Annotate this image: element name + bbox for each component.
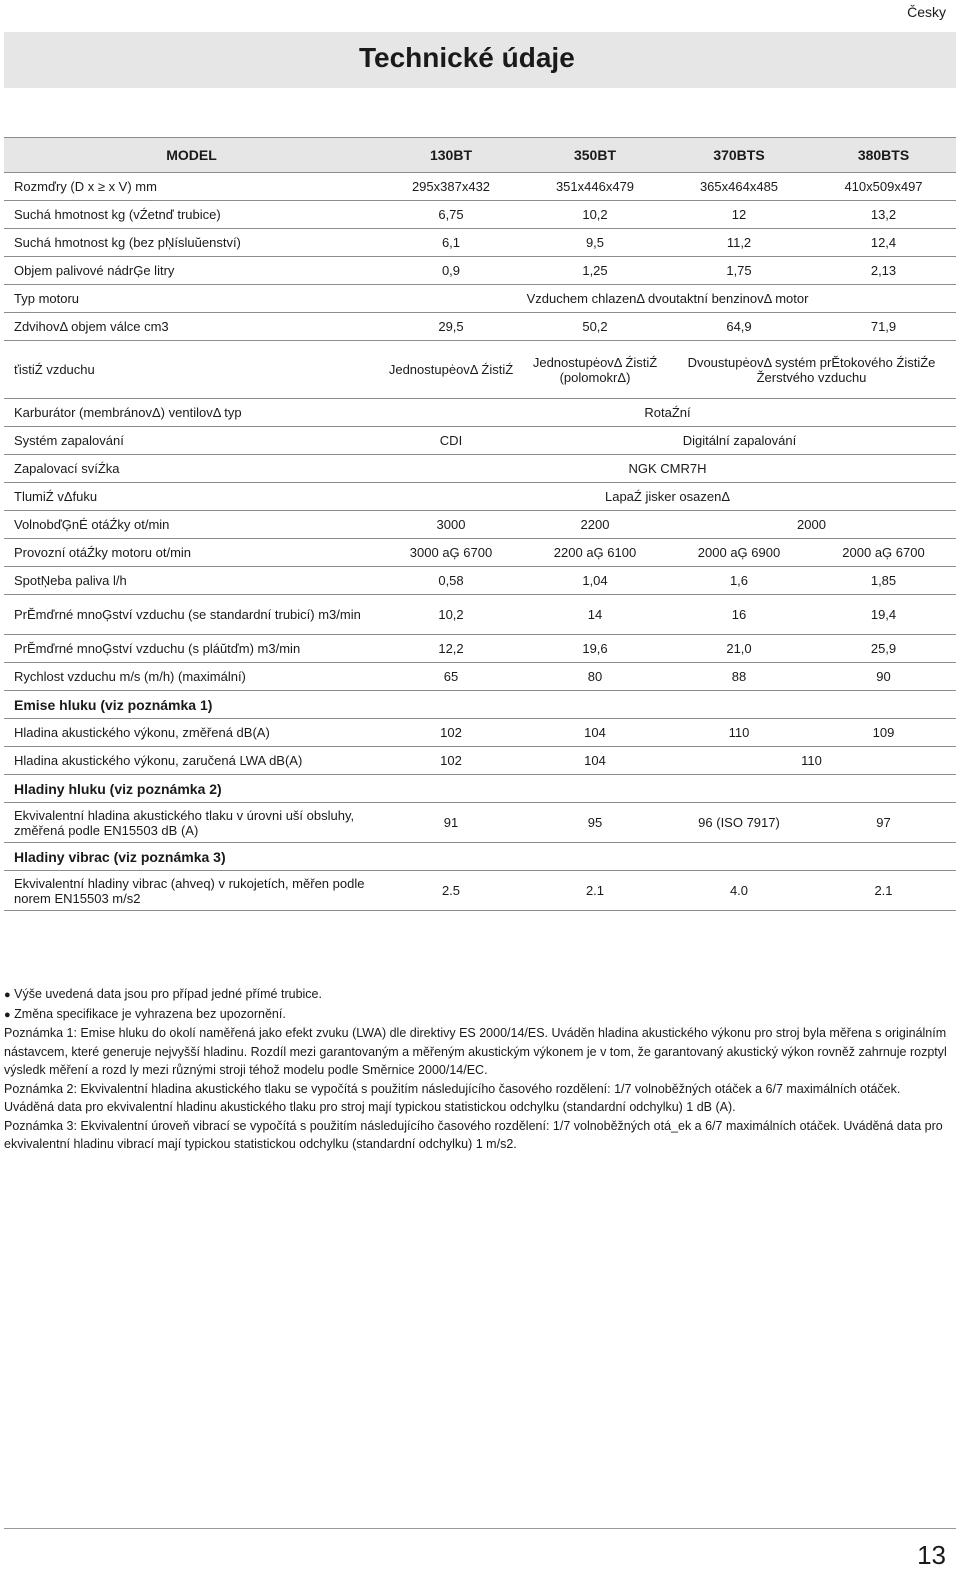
row-value: 64,9: [667, 313, 811, 341]
row-label: Ekvivalentní hladiny vibrac (ahveq) v rukojetích, měřen podle norem EN15503 m/s2: [4, 871, 379, 911]
row-empty: [379, 691, 956, 719]
row-value: JednostupėovΔ ŹistiŹ: [379, 341, 523, 399]
row-value: 25,9: [811, 635, 956, 663]
row-value: 13,2: [811, 201, 956, 229]
row-value: 1,75: [667, 257, 811, 285]
row-value: 1,6: [667, 567, 811, 595]
table-row: [4, 229, 956, 257]
note-bullet: [4, 985, 952, 1005]
row-value: 88: [667, 663, 811, 691]
row-empty: [379, 843, 956, 871]
table-row: [4, 595, 956, 635]
row-value: 12,2: [379, 635, 523, 663]
note-3: Poznámka 3: Ekvivalentní úroveň vibrací se vypočítá s použitím následujícího časového rozdělení: 1/7 volnoběžných otá_ek a 6/7 maximálních otáček. Uváděná data pro ekvivalentní hladinu vibrací mají typickou statistickou odchylku (standardní odchylku) 1 m/s2.: [4, 1118, 943, 1151]
row-value: 71,9: [811, 313, 956, 341]
row-label: Hladina akustického výkonu, změřená dB(A): [4, 719, 379, 747]
table-row: [4, 399, 956, 427]
row-value: 9,5: [523, 229, 667, 257]
row-value: 104: [523, 747, 667, 775]
table-row: [4, 257, 956, 285]
row-value: 3000: [379, 511, 523, 539]
row-value: 2.1: [811, 871, 956, 911]
row-value: 95: [523, 803, 667, 843]
row-value: 102: [379, 719, 523, 747]
row-value: 410x509x497: [811, 173, 956, 201]
table-row: [4, 483, 956, 511]
row-label: ťistiŹ vzduchu: [4, 341, 379, 399]
row-label: Suchá hmotnost kg (bez pŅísluŭenství): [4, 229, 379, 257]
page-title: Technické údaje: [359, 42, 575, 73]
row-value: 29,5: [379, 313, 523, 341]
row-value: 2.1: [523, 871, 667, 911]
header-model-130bt: 130BT: [379, 138, 523, 173]
row-value: 19,6: [523, 635, 667, 663]
notes: [4, 985, 952, 1154]
table-row: [4, 427, 956, 455]
bullet-icon: ●: [4, 1008, 11, 1021]
row-label: ZdvihovΔ objem válce cm3: [4, 313, 379, 341]
header-model-380bts: 380BTS: [811, 138, 956, 173]
row-value: CDI: [379, 427, 523, 455]
row-value-span: RotaŹní: [379, 399, 956, 427]
row-value: 295x387x432: [379, 173, 523, 201]
table-row: [4, 511, 956, 539]
table-row: [4, 747, 956, 775]
row-value: 12: [667, 201, 811, 229]
row-value: 0,9: [379, 257, 523, 285]
row-label: PrĔmďrné mnoĢství vzduchu (s pláŭtďm) m3/min: [4, 635, 379, 663]
row-value-span: Digitální zapalování: [523, 427, 956, 455]
row-value: 10,2: [523, 201, 667, 229]
table-row: [4, 663, 956, 691]
table-row: [4, 803, 956, 843]
note-1: Poznámka 1: Emise hluku do okolí naměřená jako efekt zvuku (LWA) dle direktivy ES 2000/14/ES. Uváděn hladina akustického výkonu pro stroj byla měřena s originálním nástavcem, které generuje nejvyšší hladinu. Rozdíl mezi garantovaným a měřeným akustickým výkonem je v tom, že garantovaný akustický výkon rovněž zahrnuje rozptyl výsledk měření a rozd ly mezi různými stroji téhož modelu podle Směrnice 2000/14/EC.: [4, 1026, 947, 1077]
table-row: [4, 455, 956, 483]
table-row: [4, 285, 956, 313]
row-label: Zapalovací svíŹka: [4, 455, 379, 483]
table-row: [4, 173, 956, 201]
row-value: 2200 aĢ 6100: [523, 539, 667, 567]
row-value: 4.0: [667, 871, 811, 911]
row-value: 50,2: [523, 313, 667, 341]
row-label: PrĔmďrné mnoĢství vzduchu (se standardní trubicí) m3/min: [4, 595, 379, 635]
row-value: 14: [523, 595, 667, 635]
bullet-icon: ●: [4, 989, 11, 1001]
row-value-span: LapaŹ jisker osazenΔ: [379, 483, 956, 511]
row-label: Systém zapalování: [4, 427, 379, 455]
row-value: 1,85: [811, 567, 956, 595]
table-row: [4, 341, 956, 399]
row-value-span: 2000: [667, 511, 956, 539]
row-value: 102: [379, 747, 523, 775]
row-label: Ekvivalentní hladina akustického tlaku v úrovni uší obsluhy, změřená podle EN15503 dB (A): [4, 803, 379, 843]
row-value-span: 110: [667, 747, 956, 775]
table-row: [4, 539, 956, 567]
page-number: 13: [917, 1540, 946, 1570]
row-value: 96 (ISO 7917): [667, 803, 811, 843]
row-value: 10,2: [379, 595, 523, 635]
row-value: 2,13: [811, 257, 956, 285]
header-model-350bt: 350BT: [523, 138, 667, 173]
row-label: Rychlost vzduchu m/s (m/h) (maximální): [4, 663, 379, 691]
row-value: 2200: [523, 511, 667, 539]
header-model-label: MODEL: [4, 138, 379, 173]
table-row: [4, 719, 956, 747]
table-row: [4, 313, 956, 341]
row-label: Emise hluku (viz poznámka 1): [4, 691, 379, 719]
spec-table: [4, 137, 956, 911]
title-bar: [4, 32, 956, 88]
row-label: Provozní otáŹky motoru ot/min: [4, 539, 379, 567]
row-value: 11,2: [667, 229, 811, 257]
row-label: Objem palivové nádrĢe litry: [4, 257, 379, 285]
row-value: JednostupėovΔ ŹistiŹ (polomokrΔ): [523, 341, 667, 399]
row-value: 6,1: [379, 229, 523, 257]
row-value: 2.5: [379, 871, 523, 911]
table-row: [4, 201, 956, 229]
row-value: 90: [811, 663, 956, 691]
table-header-row: [4, 138, 956, 173]
spec-table-body: [4, 138, 956, 911]
row-label: VolnobďĢnÉ otáŹky ot/min: [4, 511, 379, 539]
header-model-370bts: 370BTS: [667, 138, 811, 173]
table-row: [4, 871, 956, 911]
row-label: Rozmďry (D x ≥ x V) mm: [4, 173, 379, 201]
row-value: 91: [379, 803, 523, 843]
row-value: 1,04: [523, 567, 667, 595]
row-value-span: DvoustupėovΔ systém prĔtokového ŹistiŹe Žerstvého vzduchu: [667, 341, 956, 399]
row-value: 2000 aĢ 6900: [667, 539, 811, 567]
row-value: 19,4: [811, 595, 956, 635]
row-value: 1,25: [523, 257, 667, 285]
row-value: 97: [811, 803, 956, 843]
row-label: Typ motoru: [4, 285, 379, 313]
row-value: 109: [811, 719, 956, 747]
row-value: 16: [667, 595, 811, 635]
row-value: 2000 aĢ 6700: [811, 539, 956, 567]
section-row: [4, 775, 956, 803]
section-row: [4, 843, 956, 871]
row-value-span: Vzduchem chlazenΔ dvoutaktní benzinovΔ motor: [379, 285, 956, 313]
row-label: Suchá hmotnost kg (vŹetnď trubice): [4, 201, 379, 229]
row-label: Hladiny vibrac (viz poznámka 3): [4, 843, 379, 871]
row-value: 21,0: [667, 635, 811, 663]
row-label: Karburátor (membránovΔ) ventilovΔ typ: [4, 399, 379, 427]
section-row: [4, 691, 956, 719]
note-bullet-text: Výše uvedená data jsou pro případ jedné přímé trubice.: [14, 987, 322, 1001]
row-label: Hladina akustického výkonu, zaručená LWA dB(A): [4, 747, 379, 775]
row-label: Hladiny hluku (viz poznámka 2): [4, 775, 379, 803]
row-label: TlumiŹ vΔfuku: [4, 483, 379, 511]
row-value: 110: [667, 719, 811, 747]
row-label: SpotŅeba paliva l/h: [4, 567, 379, 595]
note-2: Poznámka 2: Ekvivalentní hladina akustického tlaku se vypočítá s použitím následujícího časového rozdělení: 1/7 volnoběžných otáček a 6/7 maximálních otáček. Uváděná data pro ekvivalentní hladinu akustického tlaku pro stroj mají typickou statistickou odchylku (standardní odchylku) 1 dB (A).: [4, 1081, 901, 1114]
row-value: 80: [523, 663, 667, 691]
row-value: 12,4: [811, 229, 956, 257]
row-value-span: NGK CMR7H: [379, 455, 956, 483]
row-value: 104: [523, 719, 667, 747]
row-value: 351x446x479: [523, 173, 667, 201]
row-value: 6,75: [379, 201, 523, 229]
row-empty: [379, 775, 956, 803]
row-value: 365x464x485: [667, 173, 811, 201]
note-bullet: [4, 1005, 952, 1025]
note-bullet-text: Změna specifikace je vyhrazena bez upozornění.: [14, 1006, 286, 1021]
row-value: 3000 aĢ 6700: [379, 539, 523, 567]
row-value: 0,58: [379, 567, 523, 595]
bottom-divider: [4, 1528, 956, 1529]
table-row: [4, 635, 956, 663]
row-value: 65: [379, 663, 523, 691]
language-label: Česky: [907, 4, 946, 20]
table-row: [4, 567, 956, 595]
